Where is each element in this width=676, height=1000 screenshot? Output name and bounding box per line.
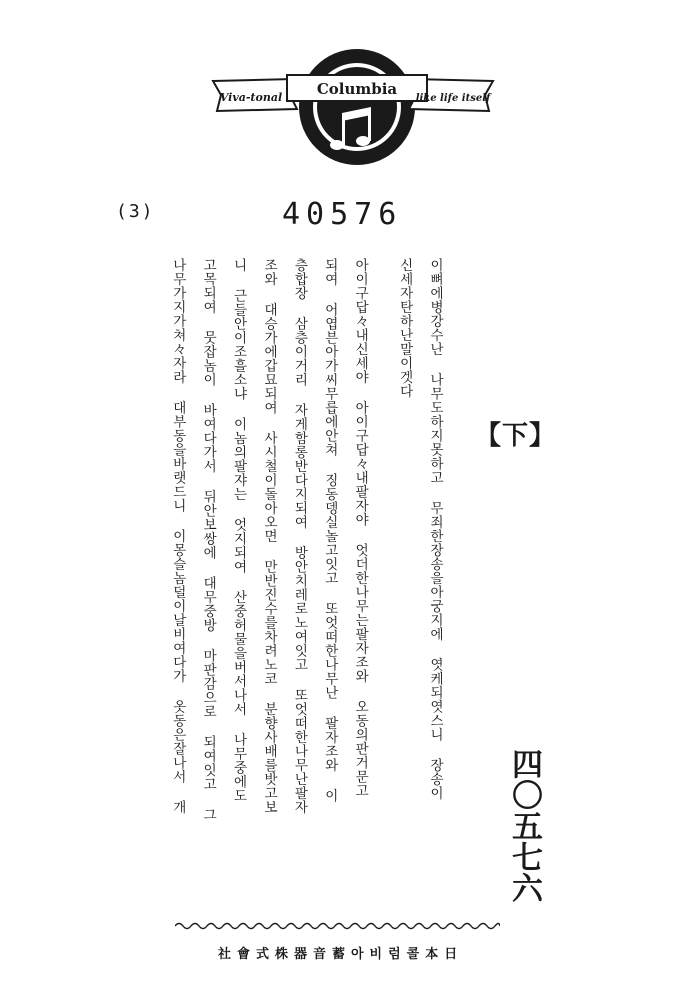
lyrics-column: 니 근들안이조흘소냐 이놈의팔쟈는 엇지되여 산중허물을버서나서 나무중에도 (230, 258, 247, 803)
lyrics-column: 이뼈에병강수난 나무도하지못하고 무죄한장송을아궁지에 엿케되엿스니 장송이 (427, 258, 443, 800)
wavy-divider (175, 920, 500, 932)
stanza-gap (375, 258, 389, 918)
side-label: 【下】 (475, 421, 557, 451)
side-number: 四〇五七六 (506, 748, 542, 903)
logo-right-banner: like life itself (415, 93, 491, 104)
lyrics-column: 나무가지가쳐々자라 대부동을바랫드니 이몽슬놈덜이날비여다가 옷동은잘나서 개 (169, 258, 186, 814)
lyrics-column: 층합장 삼층이거리 자게함롱반다지되여 방안치레로노여잇고 또엇떠한나무난팔자 (291, 258, 308, 814)
lyrics-text (130, 258, 450, 918)
lyrics-column: 조와 대승가에갑묘되여 사시철이돌아오면 만반진수를차려노코 분향사배를밧고보 (260, 258, 277, 814)
logo-brand-name: Columbia (316, 80, 398, 98)
lyrics-column: 신세자탄하난말이겟다 (396, 258, 413, 398)
lyrics-column: 되여 어엽븐아가씨무릅에안쳐 징동뎅실놀고잇고 또엇떠한나무난 팔자조와 이 (321, 258, 338, 803)
page-marker: (3) (116, 201, 155, 222)
laurel-wreath (299, 49, 415, 165)
lyrics-column: 아이구답々내신세야 아이구답々내팔자야 엇더한나무는팔자조와 오동의판거문고 (352, 258, 369, 798)
publisher-name: 日本콜럼비아蓄音器株式會社 (218, 947, 464, 962)
lyrics-column: 고목되여 뭇잡놈이 바여다가서 뒤안보쌍에 대무중방 마판감으로 되여잇고 그 (200, 258, 217, 822)
logo-left-banner: Viva-tonal (219, 91, 283, 104)
catalog-number: 40576 (282, 197, 403, 232)
columbia-logo (205, 45, 501, 175)
